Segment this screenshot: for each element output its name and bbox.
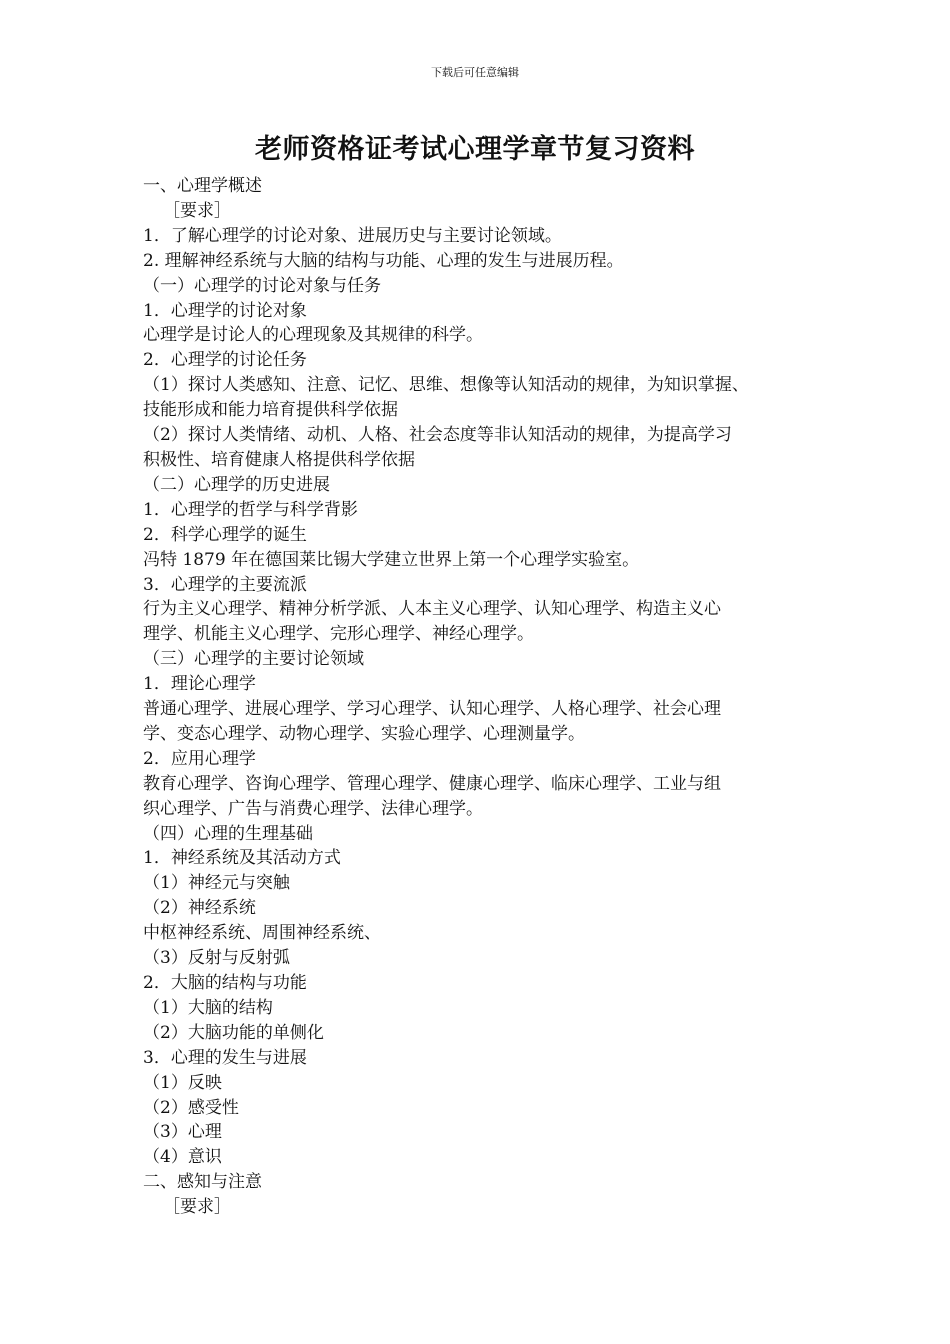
text-line: 2. 理解神经系统与大脑的结构与功能、心理的发生与进展历程。 bbox=[143, 250, 624, 271]
text-line: （2）神经系统 bbox=[143, 898, 256, 919]
text-line: （4）意识 bbox=[143, 1147, 222, 1168]
text-line: 1．心理学的讨论对象 bbox=[143, 300, 307, 321]
text-line: （2）大脑功能的单侧化 bbox=[143, 1022, 324, 1043]
text-line: 3．心理学的主要流派 bbox=[143, 574, 307, 595]
text-line: 1．心理学的哲学与科学背影 bbox=[143, 499, 358, 520]
text-line: （2）探讨人类情绪、动机、人格、社会态度等非认知活动的规律，为提高学习 bbox=[143, 425, 732, 446]
text-line: 心理学是讨论人的心理现象及其规律的科学。 bbox=[143, 325, 483, 346]
text-line: 教育心理学、咨询心理学、管理心理学、健康心理学、临床心理学、工业与组 bbox=[143, 773, 721, 794]
text-line: 中枢神经系统、周围神经系统、 bbox=[143, 923, 381, 944]
text-line: （一）心理学的讨论对象与任务 bbox=[143, 275, 381, 296]
text-line: 1．了解心理学的讨论对象、进展历史与主要讨论领域。 bbox=[143, 225, 562, 246]
text-line: 二、感知与注意 bbox=[143, 1172, 262, 1193]
text-line: （1）反映 bbox=[143, 1072, 222, 1093]
text-line: （二）心理学的历史进展 bbox=[143, 474, 330, 495]
text-line: 2．科学心理学的诞生 bbox=[143, 524, 307, 545]
text-line: （三）心理学的主要讨论领域 bbox=[143, 649, 364, 670]
text-line: （1）大脑的结构 bbox=[143, 997, 273, 1018]
header-note: 下载后可任意编辑 bbox=[431, 66, 519, 79]
text-line: 积极性、培育健康人格提供科学依据 bbox=[143, 449, 415, 470]
text-line: 行为主义心理学、精神分析学派、人本主义心理学、认知心理学、构造主义心 bbox=[143, 599, 721, 620]
text-line: 2．应用心理学 bbox=[143, 748, 256, 769]
text-line: 学、变态心理学、动物心理学、实验心理学、心理测量学。 bbox=[143, 723, 585, 744]
text-line: （1）探讨人类感知、注意、记忆、思维、想像等认知活动的规律，为知识掌握、 bbox=[143, 375, 749, 396]
text-line: （3）心理 bbox=[143, 1122, 222, 1143]
text-line: 普通心理学、进展心理学、学习心理学、认知心理学、人格心理学、社会心理 bbox=[143, 699, 721, 720]
text-line: 1．神经系统及其活动方式 bbox=[143, 848, 341, 869]
text-line: 2．心理学的讨论任务 bbox=[143, 350, 307, 371]
text-line: （2）感受性 bbox=[143, 1097, 239, 1118]
text-line: 1．理论心理学 bbox=[143, 674, 256, 695]
text-line: 冯特 1879 年在德国莱比锡大学建立世界上第一个心理学实验室。 bbox=[143, 549, 640, 570]
text-line: ［要求］ bbox=[163, 1197, 231, 1218]
text-line: ［要求］ bbox=[163, 200, 231, 221]
text-line: 理学、机能主义心理学、完形心理学、神经心理学。 bbox=[143, 624, 534, 645]
text-line: （3）反射与反射弧 bbox=[143, 948, 290, 969]
text-line: （四）心理的生理基础 bbox=[143, 823, 313, 844]
document-body bbox=[143, 174, 833, 1220]
text-line: 2．大脑的结构与功能 bbox=[143, 973, 307, 993]
text-line: 一、心理学概述 bbox=[143, 176, 262, 196]
document-title: 老师资格证考试心理学章节复习资料 bbox=[255, 134, 695, 165]
text-line: 3．心理的发生与进展 bbox=[143, 1047, 307, 1068]
text-line: （1）神经元与突触 bbox=[143, 873, 290, 894]
text-line: 技能形成和能力培育提供科学依据 bbox=[143, 400, 398, 421]
text-line: 织心理学、广告与消费心理学、法律心理学。 bbox=[143, 798, 483, 819]
